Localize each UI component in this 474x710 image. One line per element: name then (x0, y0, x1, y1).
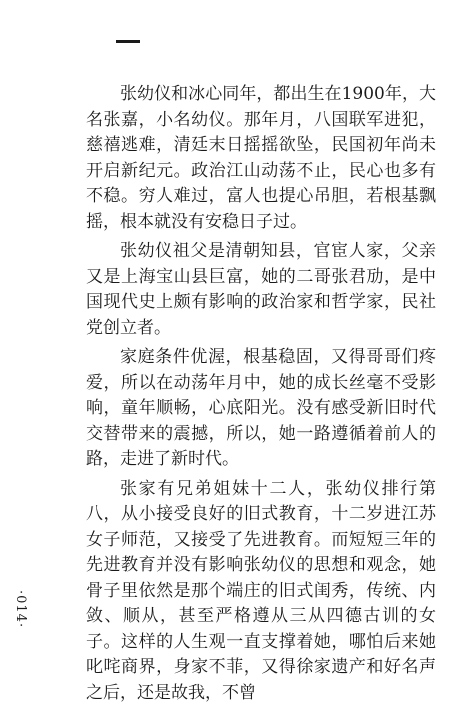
chapter-heading (104, 30, 154, 54)
paragraph-3: 家庭条件优渥，根基稳固，又得哥哥们疼爱，所以在动荡年月中，她的成长丝毫不受影响，童年顺畅，心底阳光。没有感受新旧时代交替带来的震撼，所以，她一路遵循着前人的路，走进了新时代。 (86, 347, 436, 469)
paragraph-2: 张幼仪祖父是清朝知县，官宦人家，父亲又是上海宝山县巨富，她的二哥张君劢，是中国现代史上颇有影响的政治家和哲学家，民社党创立者。 (86, 241, 436, 338)
chapter-number (104, 30, 105, 31)
paragraph-4: 张家有兄弟姐妹十二人，张幼仪排行第八，从小接受良好的旧式教育，十二岁进江苏女子师范，又接受了先进教育。而短短三年的先进教育并没有影响张幼仪的思想和观念，她骨子里依然是那个端庄的旧式闺秀，传统、内敛、顺从，甚至严格遵从三从四德古训的女子。这样的人生观一直支撑着她，哪怕后来她叱咤商界，身家不菲，又得徐家遗产和好名声之后，还是故我，不曾 (86, 478, 436, 703)
body-text (86, 82, 436, 710)
paragraph-1: 张幼仪和冰心同年，都出生在1900年，大名张嘉，小名幼仪。那年月，八国联军进犯，慈禧逃难，清廷末日摇摇欲坠，民国初年尚未开启新纪元。政治江山动荡不止，民心也多有不稳。穷人难过，富人也提心吊胆，若根基飘摇，根本就没有安稳日子过。 (86, 84, 436, 232)
chapter-number-glyph (116, 40, 140, 43)
page-number: ·014· (13, 590, 28, 629)
